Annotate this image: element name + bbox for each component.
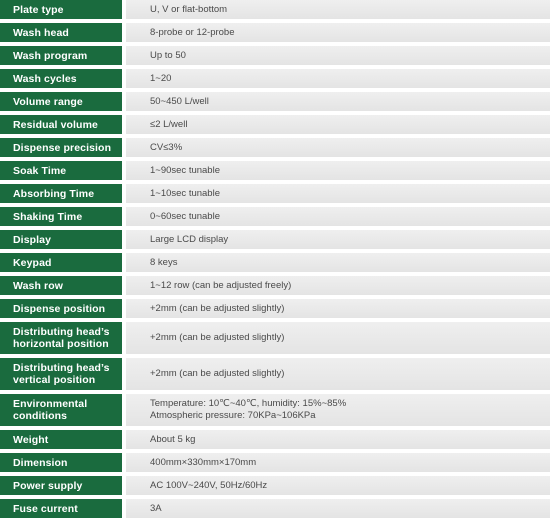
spec-label: Dispense position: [0, 299, 122, 318]
spec-row: [0, 430, 550, 449]
spec-row: [0, 322, 550, 354]
spec-value: 1~10sec tunable: [126, 184, 550, 203]
spec-row: [0, 46, 550, 65]
spec-value: U, V or flat-bottom: [126, 0, 550, 19]
spec-row: [0, 499, 550, 518]
spec-row: [0, 358, 550, 390]
spec-row: [0, 23, 550, 42]
spec-row: [0, 299, 550, 318]
spec-row: [0, 0, 550, 19]
spec-row: [0, 69, 550, 88]
spec-label: Volume range: [0, 92, 122, 111]
spec-label: Keypad: [0, 253, 122, 272]
spec-value: Up to 50: [126, 46, 550, 65]
spec-label: Residual volume: [0, 115, 122, 134]
spec-row: [0, 453, 550, 472]
spec-label: Wash cycles: [0, 69, 122, 88]
spec-label: Absorbing Time: [0, 184, 122, 203]
spec-row: [0, 476, 550, 495]
spec-value: Large LCD display: [126, 230, 550, 249]
spec-row: [0, 161, 550, 180]
spec-label: Shaking Time: [0, 207, 122, 226]
spec-value: Temperature: 10℃~40℃, humidity: 15%~85% Atmospheric pressure: 70KPa~106KPa: [126, 394, 550, 426]
spec-label: Distributing head’s horizontal position: [0, 322, 122, 354]
spec-label: Wash head: [0, 23, 122, 42]
spec-value: 1~20: [126, 69, 550, 88]
spec-value: +2mm (can be adjusted slightly): [126, 358, 550, 390]
spec-value: 1~12 row (can be adjusted freely): [126, 276, 550, 295]
spec-row: [0, 138, 550, 157]
spec-value: 1~90sec tunable: [126, 161, 550, 180]
spec-value: AC 100V~240V, 50Hz/60Hz: [126, 476, 550, 495]
spec-row: [0, 394, 550, 426]
spec-value: 400mm×330mm×170mm: [126, 453, 550, 472]
spec-label: Environmental conditions: [0, 394, 122, 426]
spec-value: About 5 kg: [126, 430, 550, 449]
spec-row: [0, 276, 550, 295]
spec-value: 0~60sec tunable: [126, 207, 550, 226]
spec-label: Dispense precision: [0, 138, 122, 157]
spec-value: 8-probe or 12-probe: [126, 23, 550, 42]
spec-value: 8 keys: [126, 253, 550, 272]
spec-row: [0, 184, 550, 203]
spec-value: +2mm (can be adjusted slightly): [126, 299, 550, 318]
spec-value: CV≤3%: [126, 138, 550, 157]
spec-row: [0, 92, 550, 111]
spec-label: Wash program: [0, 46, 122, 65]
spec-label: Wash row: [0, 276, 122, 295]
spec-label: Soak Time: [0, 161, 122, 180]
spec-value: ≤2 L/well: [126, 115, 550, 134]
spec-row: [0, 115, 550, 134]
spec-value: 50~450 L/well: [126, 92, 550, 111]
spec-row: [0, 207, 550, 226]
spec-label: Power supply: [0, 476, 122, 495]
spec-label: Distributing head’s vertical position: [0, 358, 122, 390]
spec-value: 3A: [126, 499, 550, 518]
spec-row: [0, 253, 550, 272]
spec-label: Display: [0, 230, 122, 249]
spec-label: Fuse current: [0, 499, 122, 518]
spec-value: +2mm (can be adjusted slightly): [126, 322, 550, 354]
spec-row: [0, 230, 550, 249]
spec-label: Weight: [0, 430, 122, 449]
spec-label: Dimension: [0, 453, 122, 472]
spec-label: Plate type: [0, 0, 122, 19]
